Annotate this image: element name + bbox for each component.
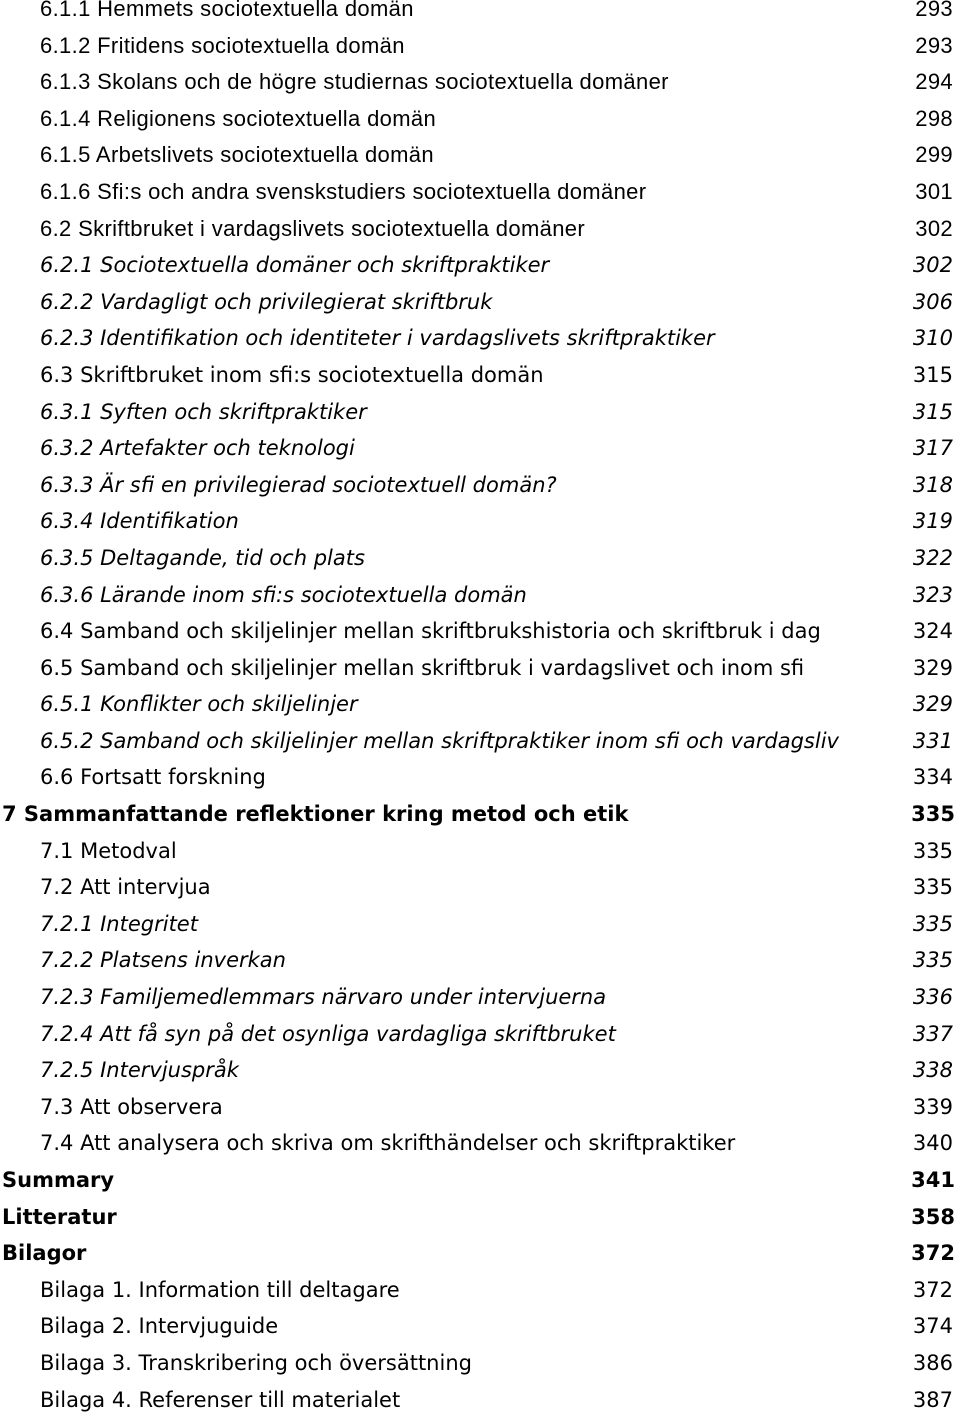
toc-entry-title: Bilagor: [2, 1241, 87, 1266]
toc-entry-title: 6.1.4 Religionens sociotextuella domän: [40, 105, 437, 131]
toc-entry-title: 6.3.3 Är sfi en privilegierad sociotextuell domän?: [40, 472, 557, 497]
toc-entry-title: 6.1.6 Sfi:s och andra svenskstudiers sociotextuella domäner: [40, 178, 647, 204]
toc-entry[interactable]: [0, 906, 960, 943]
toc-entry[interactable]: [0, 613, 960, 650]
toc-entry-page: 301: [915, 178, 953, 204]
toc-entry[interactable]: [0, 28, 960, 65]
toc-entry[interactable]: [0, 540, 960, 577]
toc-entry-page: 337: [912, 1021, 953, 1046]
toc-entry[interactable]: [0, 467, 960, 504]
toc-entry-page: 323: [912, 582, 953, 607]
toc-entry-title: 6.4 Samband och skiljelinjer mellan skriftbrukshistoria och skriftbruk i dag: [40, 619, 821, 644]
toc-entry[interactable]: [0, 833, 960, 870]
toc-entry-title: Bilaga 2. Intervjuguide: [40, 1314, 279, 1339]
toc-entry-page: 335: [912, 911, 953, 936]
toc-entry-title: Bilaga 1. Information till deltagare: [40, 1277, 400, 1302]
toc-entry-title: 6.2.2 Vardagligt och privilegierat skriftbruk: [40, 289, 493, 314]
toc-entry-title: 7.2 Att intervjua: [40, 875, 211, 900]
toc-entry-page: 318: [912, 472, 953, 497]
toc-entry-page: 294: [915, 69, 953, 95]
toc-entry[interactable]: [0, 503, 960, 540]
toc-entry-page: 335: [911, 802, 955, 827]
toc-entry-page: 335: [912, 838, 953, 863]
toc-entry-page: 329: [912, 655, 953, 680]
toc-entry-title: 6.5 Samband och skiljelinjer mellan skriftbruk i vardagslivet och inom sfi: [40, 655, 805, 680]
toc-entry-page: 302: [912, 253, 953, 278]
toc-entry-page: 306: [912, 289, 953, 314]
toc-entry[interactable]: [0, 1308, 960, 1345]
toc-entry[interactable]: [0, 357, 960, 394]
toc-entry-page: 293: [915, 0, 953, 21]
toc-entry-page: 315: [912, 399, 953, 424]
toc-entry-title: 6.3.5 Deltagande, tid och plats: [40, 545, 365, 570]
toc-entry[interactable]: [0, 320, 960, 357]
toc-entry-page: 310: [912, 326, 953, 351]
toc-entry-page: 317: [912, 436, 953, 461]
toc-entry[interactable]: [0, 211, 960, 248]
toc-entry-title: 6.2.3 Identifikation och identiteter i vardagslivets skriftpraktiker: [40, 326, 715, 351]
toc-entry-page: 372: [912, 1277, 953, 1302]
toc-chapter-entry[interactable]: [0, 1162, 960, 1199]
toc-entry[interactable]: [0, 64, 960, 101]
toc-entry-title: 6.6 Fortsatt forskning: [40, 765, 266, 790]
toc-entry[interactable]: [0, 723, 960, 760]
toc-entry-page: 334: [912, 765, 953, 790]
toc-entry-title: 6.1.5 Arbetslivets sociotextuella domän: [40, 142, 434, 168]
toc-entry-page: 302: [915, 215, 953, 241]
toc-entry[interactable]: [0, 577, 960, 614]
toc-entry-page: 335: [912, 948, 953, 973]
toc-entry[interactable]: [0, 137, 960, 174]
toc-entry-page: 315: [912, 362, 953, 387]
toc-chapter-entry[interactable]: [0, 1199, 960, 1236]
toc-entry[interactable]: [0, 869, 960, 906]
toc-entry[interactable]: [0, 1052, 960, 1089]
toc-entry-title: 6.1.2 Fritidens sociotextuella domän: [40, 32, 405, 58]
toc-entry-page: 322: [912, 545, 953, 570]
toc-entry[interactable]: [0, 430, 960, 467]
toc-entry[interactable]: [0, 686, 960, 723]
toc-entry-page: 298: [915, 105, 953, 131]
toc-entry[interactable]: [0, 979, 960, 1016]
toc-entry-page: 335: [912, 875, 953, 900]
toc-entry-title: 6.1.3 Skolans och de högre studiernas sociotextuella domäner: [40, 69, 669, 95]
toc-entry-title: 6.2 Skriftbruket i vardagslivets sociotextuella domäner: [40, 215, 586, 241]
toc-entry-title: 7.2.5 Intervjuspråk: [40, 1058, 239, 1083]
toc-entry-page: 387: [912, 1387, 953, 1412]
toc-entry-title: 7.2.4 Att få syn på det osynliga vardagliga skriftbruket: [40, 1021, 616, 1046]
toc-entry-page: 324: [912, 619, 953, 644]
toc-entry-title: 6.3.6 Lärande inom sfi:s sociotextuella domän: [40, 582, 527, 607]
toc-entry-page: 374: [912, 1314, 953, 1339]
toc-entry[interactable]: [0, 1272, 960, 1309]
toc-entry-title: 6.3.4 Identifikation: [40, 509, 239, 534]
toc-entry[interactable]: [0, 942, 960, 979]
toc-entry-page: 338: [912, 1058, 953, 1083]
toc-entry-title: 6.3.1 Syften och skriftpraktiker: [40, 399, 367, 424]
toc-entry-title: 6.3.2 Artefakter och teknologi: [40, 436, 355, 461]
toc-entry-page: 341: [911, 1168, 955, 1192]
toc-entry-page: 386: [912, 1350, 953, 1375]
toc-entry[interactable]: [0, 1016, 960, 1053]
toc-entry[interactable]: [0, 247, 960, 284]
toc-entry[interactable]: [0, 101, 960, 138]
toc-entry-title: 7.4 Att analysera och skriva om skrifthändelser och skriftpraktiker: [40, 1131, 736, 1156]
toc-entry[interactable]: [0, 0, 960, 28]
toc-entry-title: 6.2.1 Sociotextuella domäner och skriftpraktiker: [40, 253, 550, 278]
toc-chapter-entry[interactable]: [0, 1235, 960, 1272]
toc-entry-title: 7.2.1 Integritet: [40, 911, 198, 936]
toc-entry-title: 6.1.1 Hemmets sociotextuella domän: [40, 0, 414, 21]
toc-entry-page: 339: [912, 1094, 953, 1119]
toc-entry-page: 299: [915, 142, 953, 168]
toc-entry-title: Bilaga 4. Referenser till materialet: [40, 1387, 401, 1412]
toc-entry-page: 331: [912, 728, 953, 753]
toc-entry-page: 340: [912, 1131, 953, 1156]
toc-entry-title: Bilaga 3. Transkribering och översättning: [40, 1350, 472, 1375]
toc-entry[interactable]: [0, 1125, 960, 1162]
toc-entry[interactable]: [0, 1089, 960, 1126]
toc-chapter-entry[interactable]: [0, 796, 960, 833]
toc-entry-title: Summary: [2, 1168, 115, 1192]
toc-entry[interactable]: [0, 174, 960, 211]
toc-entry[interactable]: [0, 1345, 960, 1382]
toc-entry-title: 6.5.1 Konflikter och skiljelinjer: [40, 692, 358, 717]
toc-entry-title: 7.2.2 Platsens inverkan: [40, 948, 286, 973]
toc-entry-page: 293: [915, 32, 953, 58]
toc-entry-page: 358: [911, 1204, 955, 1229]
toc-entry[interactable]: [0, 759, 960, 796]
toc-entry-title: 7.3 Att observera: [40, 1094, 223, 1119]
toc-entry-title: 7.2.3 Familjemedlemmars närvaro under intervjuerna: [40, 985, 607, 1010]
toc-entry-page: 319: [912, 509, 953, 534]
toc-entry-page: 372: [911, 1241, 955, 1266]
toc-entry-title: Litteratur: [2, 1204, 117, 1229]
toc-entry-page: 329: [912, 692, 953, 717]
toc-entry-title: 7 Sammanfattande reflektioner kring metod och etik: [2, 802, 629, 827]
toc-entry[interactable]: [0, 284, 960, 321]
toc-entry[interactable]: [0, 394, 960, 431]
toc-entry-title: 6.5.2 Samband och skiljelinjer mellan skriftpraktiker inom sfi och vardagsliv: [40, 728, 839, 753]
toc-entry-title: 6.3 Skriftbruket inom sfi:s sociotextuella domän: [40, 362, 544, 387]
toc-entry-title: 7.1 Metodval: [40, 838, 177, 863]
toc-entry-page: 336: [912, 985, 953, 1010]
toc-entry[interactable]: [0, 650, 960, 687]
